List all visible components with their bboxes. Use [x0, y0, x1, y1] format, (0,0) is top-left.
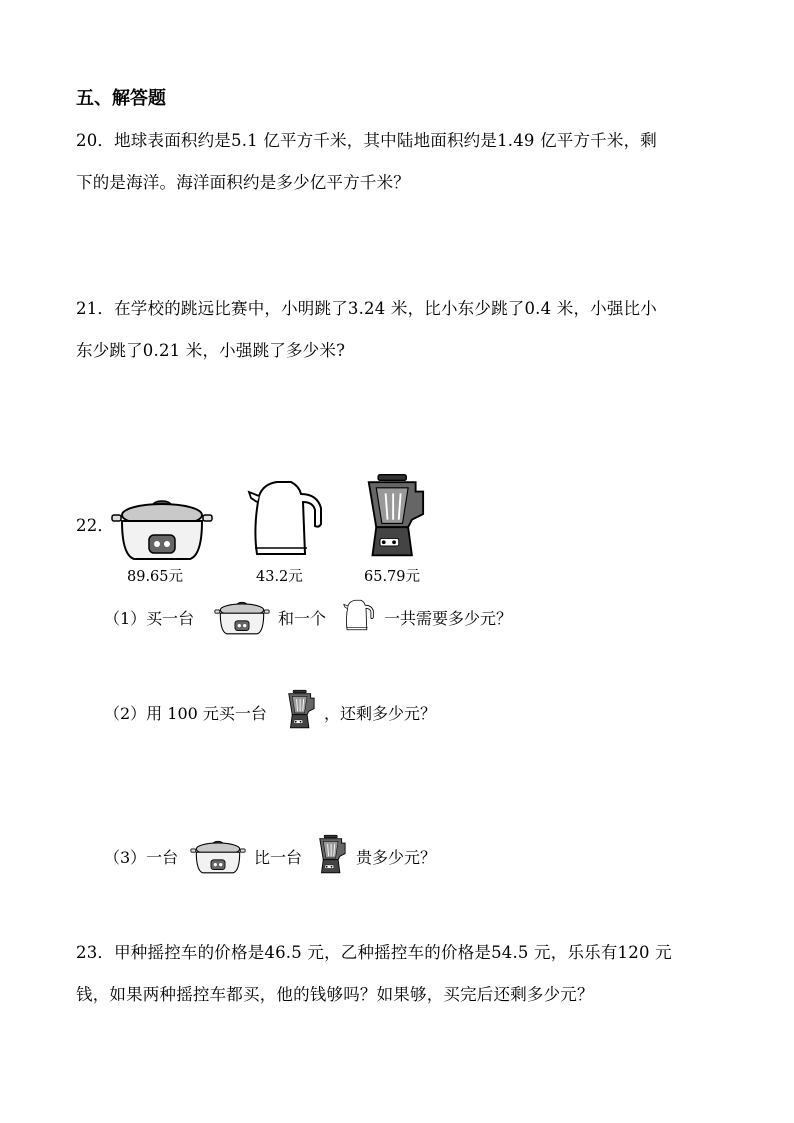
- q22-sub3-part-c: 贵多少元？: [356, 848, 437, 867]
- q22-sub1-part-c: 一共需要多少元？: [384, 609, 513, 628]
- q22-number: 22．: [76, 516, 115, 535]
- q22-sub1-part-b: 和一个: [278, 609, 327, 628]
- rice-cooker-price: 89.65元: [127, 569, 184, 585]
- kettle-price: 43.2元: [256, 569, 303, 585]
- q22-sub1-part-a: （1）买一台: [104, 609, 195, 628]
- rice-cooker-icon: [190, 837, 246, 875]
- blender-icon: [318, 832, 346, 876]
- q23-line-1: 23．甲种摇控车的价格是46.5 元，乙种摇控车的价格是54.5 元，乐乐有120 元: [76, 943, 672, 962]
- rice-cooker-icon: [112, 493, 212, 563]
- blender-icon: [365, 470, 425, 560]
- rice-cooker-icon: [214, 598, 270, 636]
- blender-icon: [287, 688, 315, 730]
- q22-sub2-part-a: （2）用 100 元买一台: [104, 704, 267, 723]
- section-heading: 五、解答题: [76, 88, 166, 109]
- kettle-icon: [343, 597, 375, 633]
- q21-line-1: 21．在学校的跳远比赛中，小明跳了3.24 米，比小东少跳了0.4 米，小强比小: [76, 299, 657, 318]
- q21-line-2: 东少跳了0.21 米，小强跳了多少米?: [76, 341, 346, 360]
- q22-sub2-part-b: ，还剩多少元？: [324, 704, 437, 723]
- q20-line-1: 20．地球表面积约是5.1 亿平方千米，其中陆地面积约是1.49 亿平方千米，剩: [76, 131, 657, 150]
- blender-price: 65.79元: [364, 569, 421, 585]
- q20-line-2: 下的是海洋。海洋面积约是多少亿平方千米？: [76, 173, 410, 192]
- kettle-icon: [247, 478, 325, 558]
- q22-sub3-part-a: （3）一台: [104, 848, 179, 867]
- q22-sub3-part-b: 比一台: [254, 848, 303, 867]
- q23-line-2: 钱，如果两种摇控车都买，他的钱够吗？如果够，买完后还剩多少元？: [76, 985, 594, 1004]
